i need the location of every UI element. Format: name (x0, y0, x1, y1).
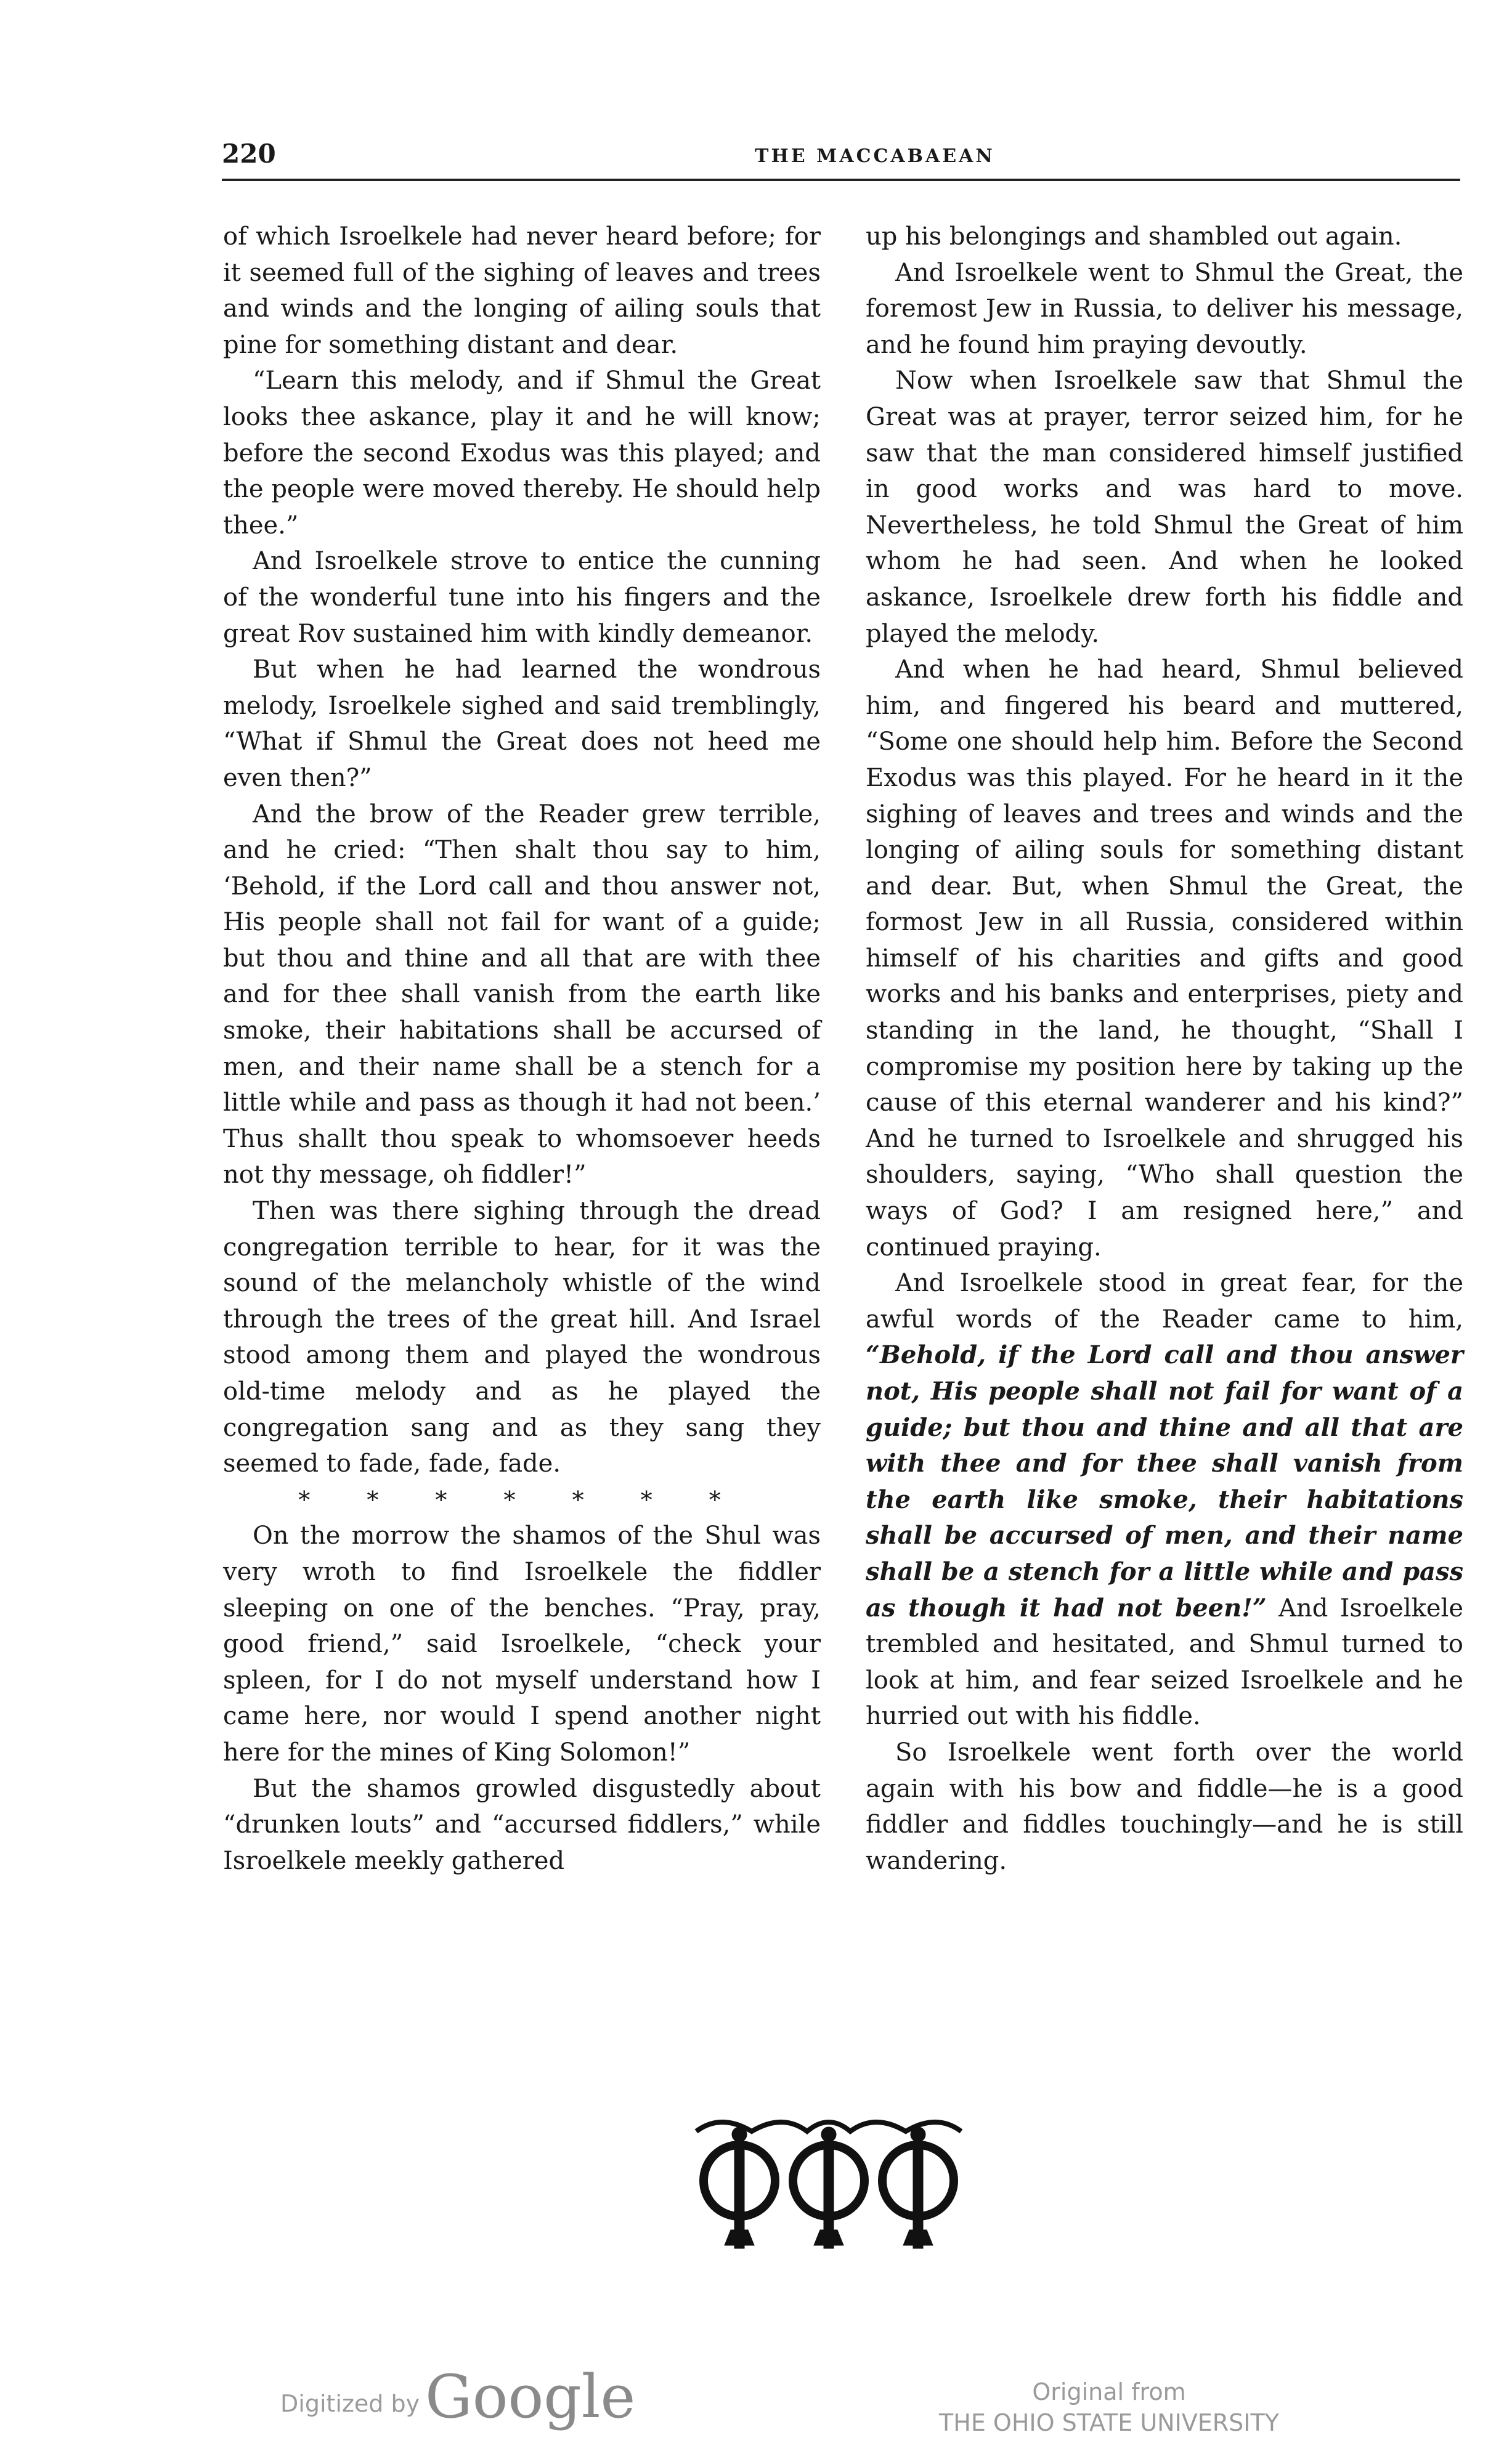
source-attribution (863, 2377, 1356, 2438)
google-logo: Google (425, 2362, 636, 2431)
paragraph: of which Isroelkele had never heard before; for it seemed full of the sighing of leaves and trees and winds and the longing of ailing souls that pine for something distant and dear. (223, 222, 821, 359)
paragraph: up his belongings and shambled out again. (866, 222, 1402, 251)
paragraph: But the shamos growled disgustedly about “drunken louts” and “accursed fiddlers,” while Isroelkele meekly gathered (223, 1774, 821, 1875)
page-number: 220 (222, 139, 276, 169)
paragraph: Then was there sighing through the dread congregation terrible to hear, for it was the sound of the melancholy whistle of the wind through the trees of the great hill. And Israel stood among them and played the wondrous old-time melody and as he played the congregation sang and as they sang they seemed to fade, fade, fade. (223, 1197, 821, 1478)
italic-quote: “Behold, if the Lord call and thou answer not, His people shall not fail for want of a guide; but thou and thine and all that are with thee and for thee shall vanish from the earth like smoke, their habitations shall be accursed of men, and their name shall be a stench for a little while and pass as though it had not been!” (866, 1340, 1463, 1623)
header-rule (222, 179, 1460, 181)
running-head: THE MACCABAEAN (755, 145, 995, 167)
paragraph: On the morrow the shamos of the Shul was very wroth to find Isroelkele the fiddler sleeping on one of the benches. “Pray, pray, good friend,” said Isroelkele, “check your spleen, for I do not myself understand how I came here, nor would I spend another night here for the mines of King Solomon!” (223, 1522, 821, 1767)
paragraph-text: And Isroelkele stood in great fear, for the awful words of the Reader came to him, (866, 1269, 1463, 1334)
paragraph: And Isroelkele strove to entice the cunning of the wonderful tune into his fingers and the great Rov sustained him with kindly demeanor. (223, 547, 821, 648)
paragraph: Now when Isroelkele saw that Shmul the Great was at prayer, terror seized him, for he saw that the man considered himself justified in good works and was hard to move. Nevertheless, he told Shmul the Great of him whom he had seen. And when he looked askance, Isroelkele drew forth his fiddle and played the melody. (866, 367, 1463, 648)
paragraph: And Isroelkele went to Shmul the Great, the foremost Jew in Russia, to deliver his message, and he found him praying devoutly. (866, 258, 1463, 359)
paragraph: “Learn this melody, and if Shmul the Great looks thee askance, play it and he will know; before the second Exodus was this played; and the people were moved thereby. He should help thee.” (223, 367, 821, 540)
paragraph: And the brow of the Reader grew terrible, and he cried: “Then shalt thou say to him, ‘Behold, if the Lord call and thou answer not, His people shall not fail for want of a guide; but thou and thine and all that are with thee and for thee shall vanish from the earth like smoke, their habitations shall be accursed of men, and their name shall be a stench for a little while and pass as though it had not been.’ Thus shallt thou speak to whomsoever heeds not thy message, oh fiddler!” (223, 800, 821, 1189)
original-from-label: Original from (1032, 2378, 1186, 2405)
left-column (223, 219, 821, 1879)
decorative-ornament-icon (684, 2107, 973, 2255)
paragraph-text: And Isroelkele trembled and hesitated, and Shmul turned to look at him, and fear seized Isroelkele and he hurried out with his fiddle. (866, 1594, 1463, 1731)
section-separator: * * * * * * * (298, 1486, 746, 1514)
right-column (866, 219, 1463, 1879)
digitized-by-label: Digitized by (280, 2390, 420, 2417)
paragraph: So Isroelkele went forth over the world again with his bow and fiddle—he is a good fiddler and fiddles touchingly—and he is still wandering. (866, 1738, 1463, 1875)
paragraph: But when he had learned the wondrous melody, Isroelkele sighed and said tremblingly, “What if Shmul the Great does not heed me even then?” (223, 655, 821, 792)
institution-label: THE OHIO STATE UNIVERSITY (939, 2409, 1279, 2436)
paragraph: And when he had heard, Shmul believed him, and fingered his beard and muttered, “Some one should help him. Before the Second Exodus was this played. For he heard in it the sighing of leaves and trees and winds and the longing of ailing souls for something distant and dear. But, when Shmul the Great, the formost Jew in all Russia, considered within himself of his charities and gifts and good works and his banks and enterprises, piety and standing in the land, he thought, “Shall I compromise my position here by taking up the cause of this eternal wanderer and his kind?” And he turned to Isroelkele and shrugged his shoulders, saying, “Who shall question the ways of God? I am resigned here,” and continued praying. (866, 655, 1463, 1262)
paragraph (866, 1265, 1463, 1735)
